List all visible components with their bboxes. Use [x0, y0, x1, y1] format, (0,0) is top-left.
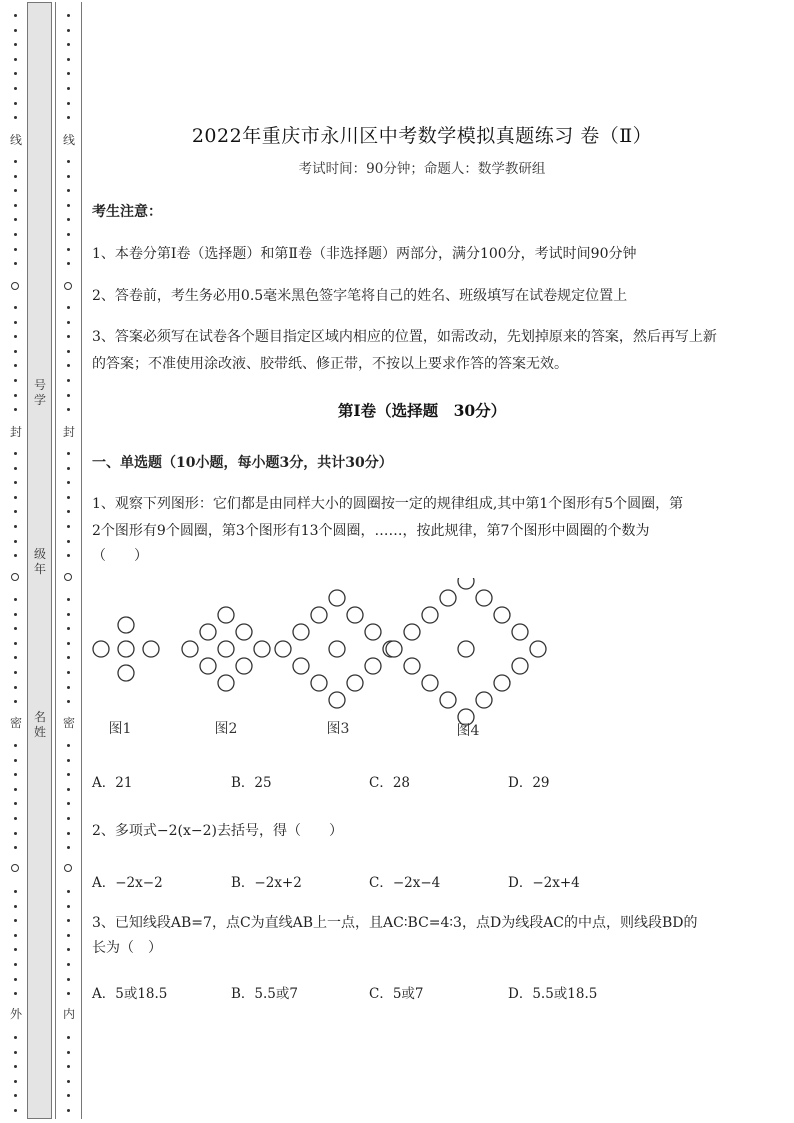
margin-dot: [14, 189, 17, 192]
margin-dot: [14, 306, 17, 309]
margin-dot: [14, 1065, 17, 1068]
margin-marker-char: 封: [10, 425, 23, 439]
margin-dot: [14, 1080, 17, 1083]
pattern-circle: [458, 641, 474, 657]
q3-option-b[interactable]: B．5.5或7: [231, 986, 298, 1002]
margin-dot: [14, 613, 17, 616]
margin-dot: [14, 72, 17, 75]
figure-label-1: 图1: [108, 721, 132, 737]
margin-dot: [67, 978, 70, 981]
pattern-circle: [182, 641, 198, 657]
figure-label-4: 图4: [456, 723, 480, 739]
margin-dot: [14, 1036, 17, 1039]
pattern-circle: [236, 624, 252, 640]
pattern-circle: [494, 607, 510, 623]
margin-dot: [67, 1036, 70, 1039]
margin-dot: [14, 773, 17, 776]
pattern-circle: [404, 624, 420, 640]
margin-dot: [67, 58, 70, 61]
cut-line: [55, 2, 56, 1119]
margin-dot: [67, 686, 70, 689]
pattern-circle: [386, 641, 402, 657]
margin-dot: [67, 321, 70, 324]
pattern-circle: [347, 675, 363, 691]
margin-dot: [67, 759, 70, 762]
margin-dot: [14, 934, 17, 937]
margin-dot: [67, 525, 70, 528]
margin-dot: [14, 481, 17, 484]
question-2-text: 2、多项式−2(x−2)去括号，得（ ）: [92, 823, 344, 839]
margin-dot: [67, 335, 70, 338]
margin-dot: [67, 832, 70, 835]
margin-dot: [67, 905, 70, 908]
margin-dot: [14, 43, 17, 46]
margin-dot: [14, 656, 17, 659]
margin-marker-char: 外: [10, 1007, 23, 1021]
margin-dot: [67, 160, 70, 163]
student-name-label: 名姓: [34, 710, 47, 739]
margin-dot: [14, 233, 17, 236]
pattern-circle: [293, 624, 309, 640]
binding-margin: [0, 0, 84, 1123]
outer-dot-column: [10, 0, 22, 1123]
margin-dot: [14, 87, 17, 90]
margin-dot: [14, 29, 17, 32]
margin-dot: [67, 496, 70, 499]
margin-dot: [14, 1094, 17, 1097]
margin-ring-mark: [11, 573, 19, 581]
margin-dot: [14, 963, 17, 966]
margin-dot: [14, 832, 17, 835]
q2-option-c[interactable]: C．−2x−4: [369, 875, 441, 891]
margin-dot: [67, 233, 70, 236]
margin-dot: [67, 627, 70, 630]
q2-option-d[interactable]: D．−2x+4: [508, 875, 580, 891]
exam-subtitle: 考试时间：90分钟；命题人：数学教研组: [298, 161, 546, 177]
q1-option-d[interactable]: D．29: [508, 775, 550, 791]
margin-dot: [14, 1051, 17, 1054]
margin-dot: [67, 394, 70, 397]
margin-dot: [14, 1109, 17, 1112]
margin-dot: [67, 1094, 70, 1097]
margin-dot: [14, 160, 17, 163]
margin-dot: [67, 262, 70, 265]
q2-option-b[interactable]: B．−2x+2: [231, 875, 302, 891]
margin-dot: [67, 189, 70, 192]
margin-ring-mark: [64, 864, 72, 872]
margin-dot: [67, 846, 70, 849]
pattern-circle: [218, 675, 234, 691]
figure-label-2: 图2: [214, 721, 238, 737]
margin-dot: [67, 481, 70, 484]
margin-dot: [67, 87, 70, 90]
margin-dot: [67, 890, 70, 893]
question-3-text: 3、已知线段AB=7，点C为直线AB上一点，且AC∶BC=4∶3，点D为线段AC的中点，则线段BD的: [92, 915, 698, 931]
margin-dot: [67, 948, 70, 951]
margin-dot: [14, 248, 17, 251]
q1-option-a[interactable]: A．21: [92, 775, 133, 791]
margin-dot: [14, 496, 17, 499]
q1-option-b[interactable]: B．25: [231, 775, 272, 791]
margin-dot: [67, 116, 70, 119]
margin-dot: [14, 642, 17, 645]
pattern-circle: [118, 617, 134, 633]
margin-dot: [67, 452, 70, 455]
pattern-circle: [512, 658, 528, 674]
margin-dot: [67, 788, 70, 791]
margin-dot: [14, 14, 17, 17]
margin-dot: [14, 948, 17, 951]
margin-marker-char: 内: [63, 1007, 76, 1021]
inner-dot-column: [63, 0, 75, 1123]
pattern-circle: [530, 641, 546, 657]
class-label: 级年: [34, 547, 47, 576]
pattern-circle: [311, 607, 327, 623]
pattern-circle: [422, 675, 438, 691]
margin-dot: [67, 306, 70, 309]
margin-dot: [67, 642, 70, 645]
margin-dot: [14, 408, 17, 411]
margin-dot: [14, 788, 17, 791]
pattern-circle: [311, 675, 327, 691]
margin-ring-mark: [64, 573, 72, 581]
margin-dot: [14, 467, 17, 470]
q3-option-a[interactable]: A．5或18.5: [92, 986, 168, 1002]
margin-dot: [14, 802, 17, 805]
margin-dot: [14, 452, 17, 455]
margin-dot: [14, 540, 17, 543]
margin-dot: [14, 364, 17, 367]
margin-dot: [14, 262, 17, 265]
margin-dot: [14, 350, 17, 353]
pattern-circle: [440, 590, 456, 606]
cut-line: [81, 2, 82, 1119]
margin-dot: [67, 248, 70, 251]
margin-dot: [67, 1109, 70, 1112]
margin-dot: [14, 700, 17, 703]
q3-option-d[interactable]: D．5.5或18.5: [508, 986, 598, 1002]
margin-marker-char: 密: [63, 716, 76, 730]
pattern-circle: [200, 624, 216, 640]
pattern-circle: [143, 641, 159, 657]
margin-dot: [14, 992, 17, 995]
margin-dot: [67, 14, 70, 17]
margin-dot: [67, 510, 70, 513]
notice-item: 1、本卷分第Ⅰ卷（选择题）和第Ⅱ卷（非选择题）两部分，满分100分，考试时间90分钟: [92, 246, 637, 262]
margin-dot: [67, 175, 70, 178]
pattern-circle: [476, 590, 492, 606]
margin-dot: [14, 379, 17, 382]
question-1-text: 2个图形有9个圆圈，第3个图形有13个圆圈，……，按此规律，第7个图形中圆圈的个数为: [92, 523, 650, 539]
pattern-circle: [329, 641, 345, 657]
margin-dot: [14, 525, 17, 528]
margin-dot: [67, 43, 70, 46]
margin-dot: [14, 58, 17, 61]
margin-dot: [67, 350, 70, 353]
margin-marker-char: 线: [10, 133, 23, 147]
margin-dot: [67, 218, 70, 221]
margin-marker-char: 线: [63, 133, 76, 147]
margin-dot: [14, 204, 17, 207]
margin-dot: [14, 175, 17, 178]
margin-dot: [14, 686, 17, 689]
margin-dot: [67, 963, 70, 966]
margin-dot: [14, 817, 17, 820]
notice-item: 2、答卷前，考生务必用0.5毫米黑色签字笔将自己的姓名、班级填写在试卷规定位置上: [92, 288, 628, 304]
margin-dot: [14, 627, 17, 630]
margin-dot: [67, 744, 70, 747]
margin-dot: [14, 846, 17, 849]
margin-dot: [67, 656, 70, 659]
margin-dot: [67, 773, 70, 776]
part-heading: 一、单选题（10小题，每小题3分，共计30分）: [92, 455, 393, 471]
margin-dot: [67, 613, 70, 616]
margin-dot: [67, 29, 70, 32]
pattern-circle: [347, 607, 363, 623]
question-1-text: （ ）: [92, 548, 148, 564]
margin-dot: [67, 1080, 70, 1083]
pattern-circle: [365, 624, 381, 640]
margin-dot: [14, 890, 17, 893]
pattern-circle: [218, 607, 234, 623]
pattern-circle: [512, 624, 528, 640]
margin-dot: [67, 671, 70, 674]
q1-option-c[interactable]: C．28: [369, 775, 411, 791]
pattern-circle: [93, 641, 109, 657]
circle-pattern-figure: [88, 578, 548, 744]
margin-dot: [14, 905, 17, 908]
margin-dot: [14, 919, 17, 922]
margin-dot: [67, 934, 70, 937]
pattern-circle: [476, 692, 492, 708]
margin-ring-mark: [64, 282, 72, 290]
margin-dot: [14, 102, 17, 105]
margin-dot: [67, 802, 70, 805]
pattern-circle: [293, 658, 309, 674]
pattern-circle: [458, 578, 474, 589]
pattern-circle: [118, 665, 134, 681]
margin-dot: [67, 540, 70, 543]
pattern-circle: [118, 641, 134, 657]
pattern-circle: [440, 692, 456, 708]
pattern-circle: [404, 658, 420, 674]
q3-option-c[interactable]: C．5或7: [369, 986, 424, 1002]
margin-dot: [14, 116, 17, 119]
pattern-circle: [200, 658, 216, 674]
margin-marker-char: 密: [10, 716, 23, 730]
margin-dot: [67, 102, 70, 105]
margin-dot: [14, 321, 17, 324]
margin-dot: [67, 364, 70, 367]
margin-dot: [67, 204, 70, 207]
margin-dot: [67, 467, 70, 470]
margin-dot: [67, 72, 70, 75]
pattern-circle: [254, 641, 270, 657]
margin-marker-char: 封: [63, 425, 76, 439]
pattern-circle: [329, 692, 345, 708]
student-number-label: 号学: [34, 378, 47, 407]
margin-dot: [14, 510, 17, 513]
margin-dot: [67, 700, 70, 703]
margin-dot: [67, 817, 70, 820]
margin-dot: [67, 1065, 70, 1068]
margin-dot: [14, 335, 17, 338]
pattern-circle: [329, 590, 345, 606]
margin-dot: [14, 759, 17, 762]
question-3-text: 长为（ ）: [92, 940, 162, 956]
margin-dot: [67, 554, 70, 557]
pattern-circle: [275, 641, 291, 657]
margin-ring-mark: [11, 282, 19, 290]
margin-dot: [14, 554, 17, 557]
margin-dot: [14, 744, 17, 747]
margin-dot: [14, 671, 17, 674]
margin-dot: [67, 408, 70, 411]
q2-option-a[interactable]: A．−2x−2: [92, 875, 163, 891]
margin-dot: [67, 1051, 70, 1054]
margin-ring-mark: [11, 864, 19, 872]
margin-dot: [14, 218, 17, 221]
pattern-circle: [218, 641, 234, 657]
section-title: 第Ⅰ卷（选择题 30分）: [337, 401, 507, 420]
pattern-circle: [236, 658, 252, 674]
margin-dot: [67, 992, 70, 995]
notice-item: 3、答案必须写在试卷各个题目指定区域内相应的位置，如需改动，先划掉原来的答案，然后再写上新: [92, 329, 717, 345]
question-1-text: 1、观察下列图形：它们都是由同样大小的圆圈按一定的规律组成,其中第1个图形有5个圆圈，第: [92, 496, 684, 512]
pattern-circle: [365, 658, 381, 674]
notice-heading: 考生注意：: [92, 204, 162, 220]
margin-dot: [67, 379, 70, 382]
exam-title: 2022年重庆市永川区中考数学模拟真题练习 卷（Ⅱ）: [191, 125, 653, 147]
margin-dot: [67, 919, 70, 922]
margin-dot: [14, 598, 17, 601]
margin-dot: [67, 598, 70, 601]
margin-dot: [14, 978, 17, 981]
margin-dot: [14, 394, 17, 397]
figure-label-3: 图3: [326, 721, 350, 737]
notice-item: 的答案；不准使用涂改液、胶带纸、修正带，不按以上要求作答的答案无效。: [92, 356, 568, 372]
pattern-circle: [494, 675, 510, 691]
pattern-circle: [422, 607, 438, 623]
